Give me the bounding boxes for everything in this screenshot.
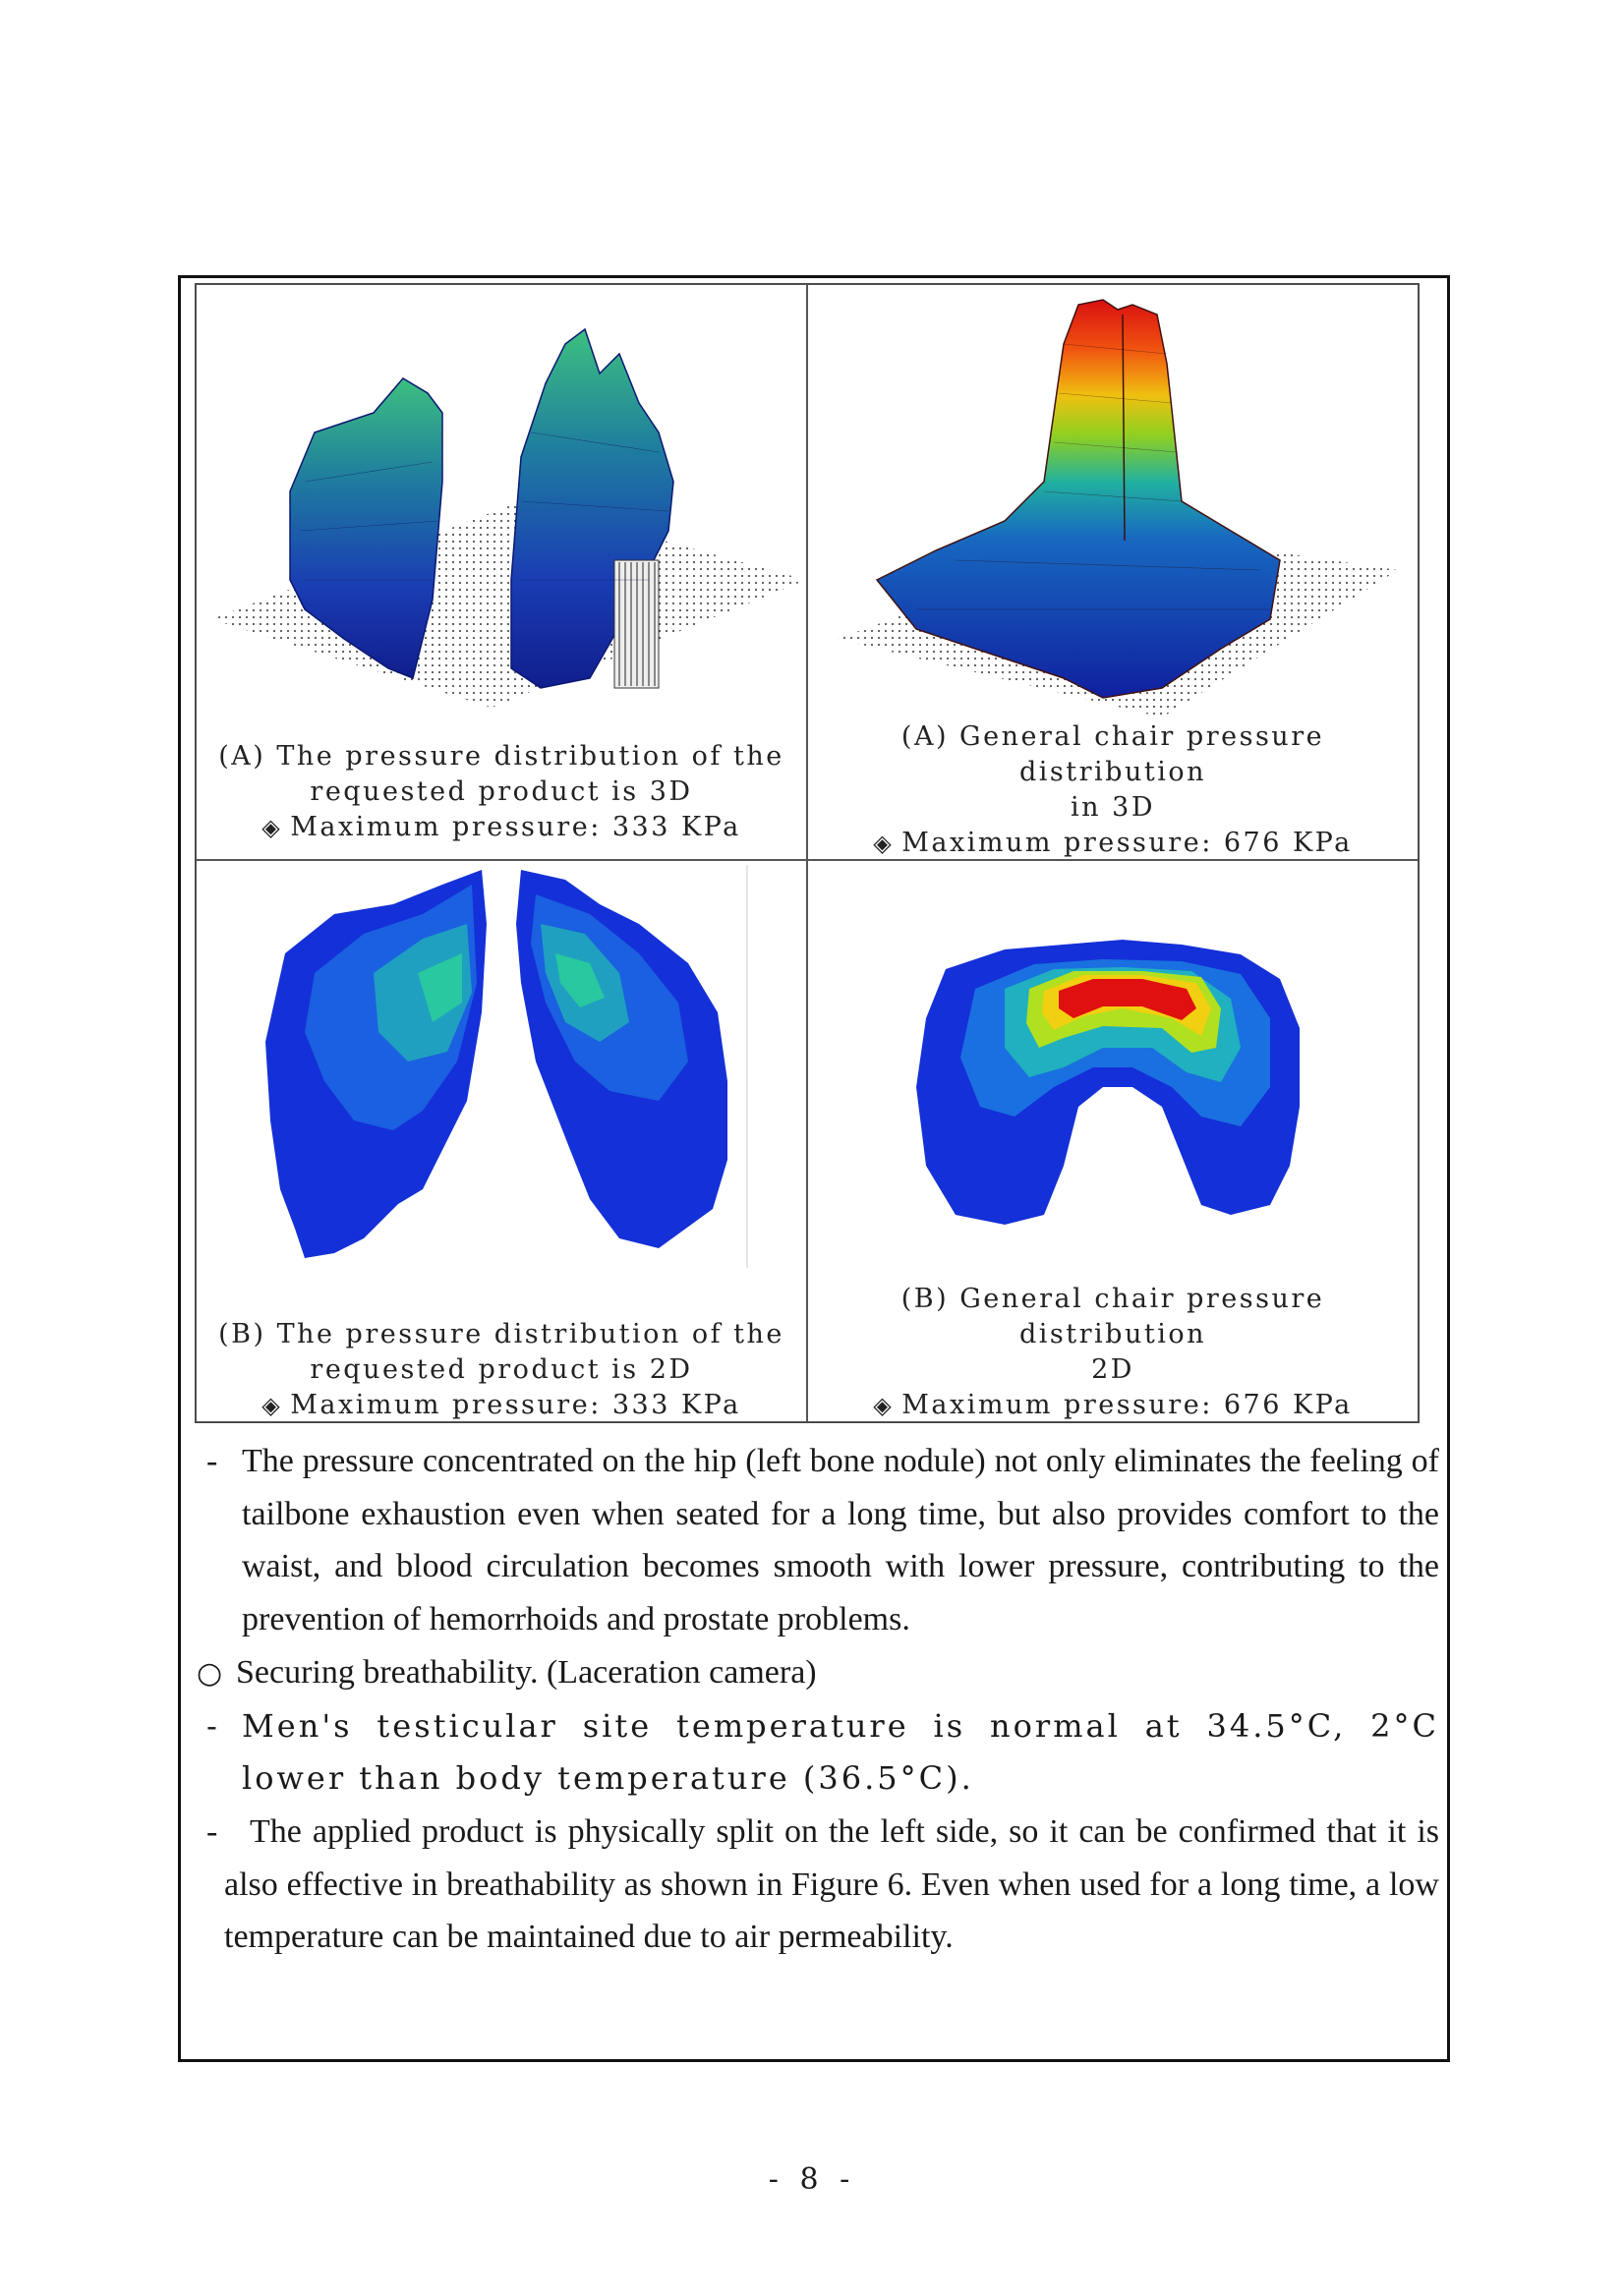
- figure-table: [195, 283, 1420, 1423]
- caption-line-3: [197, 810, 806, 845]
- figure-a-chair-3d: [807, 284, 1419, 860]
- caption-line-3: [808, 826, 1418, 860]
- paragraph-breathability: [197, 1806, 1439, 1964]
- figure-b-chair-2d: [807, 860, 1419, 1422]
- caption-line-2: in 3D: [1071, 792, 1155, 823]
- chair-2d-map-image: [808, 910, 1418, 1244]
- caption-line-3: [808, 1388, 1418, 1422]
- caption-b-product: [197, 1317, 806, 1422]
- max-pressure-label: Maximum pressure: 676 KPa: [901, 828, 1353, 858]
- circle-bullet-icon: ○: [197, 1655, 223, 1691]
- paragraph-text: The applied product is physically split on the left side, so it can be confirmed that it is also effective in breathability as shown in Figure 6. Even when used for a long time, a low temperature can be maintained due to air permeability.: [224, 1812, 1439, 1956]
- caption-line-1: (B) General chair pressure distribution: [900, 1284, 1325, 1349]
- product-2d-map-image: [197, 865, 806, 1278]
- diamond-bullet-icon: ◈: [873, 1392, 895, 1419]
- caption-line-1: (B) The pressure distribution of the: [218, 1319, 784, 1349]
- caption-line-2: requested product is 2D: [310, 1354, 693, 1385]
- diamond-bullet-icon: ◈: [873, 830, 895, 857]
- paragraph-pressure: [197, 1435, 1439, 1646]
- caption-line-1: (A) General chair pressure distribution: [900, 721, 1325, 787]
- paragraph-text: The pressure concentrated on the hip (left bone nodule) not only eliminates the feeling of tailbone exhaustion even when seated for a long time, but also provides comfort to the waist, and blood circulation becomes smooth with lower pressure, contributing to the prevention of hemorrhoids and prostate problems.: [242, 1443, 1439, 1638]
- heading-text: Securing breathability. (Laceration camera): [236, 1653, 817, 1691]
- paragraph-text: Men's testicular site temperature is normal at 34.5°C, 2°C lower than body temperature (36.5°C).: [242, 1706, 1439, 1798]
- chair-3d-plot-image: [808, 285, 1418, 737]
- dash-bullet: -: [206, 1706, 220, 1745]
- diamond-bullet-icon: ◈: [261, 1392, 283, 1419]
- caption-b-chair: [808, 1282, 1418, 1422]
- product-3d-plot-image: [197, 285, 806, 737]
- caption-line-2: requested product is 3D: [310, 776, 693, 807]
- caption-line-1: (A) The pressure distribution of the: [218, 741, 784, 772]
- figure-b-product-2d: [196, 860, 807, 1422]
- diamond-bullet-icon: ◈: [261, 814, 283, 841]
- section-heading: [197, 1646, 1439, 1700]
- caption-a-product: [197, 739, 806, 845]
- body-text: [197, 1435, 1439, 1964]
- caption-line-2: 2D: [1091, 1354, 1134, 1385]
- page-number: - 8 -: [768, 2162, 856, 2197]
- max-pressure-label: Maximum pressure: 333 KPa: [290, 812, 741, 842]
- max-pressure-label: Maximum pressure: 333 KPa: [290, 1390, 741, 1420]
- paragraph-temperature: [197, 1700, 1439, 1806]
- dash-bullet: -: [206, 1443, 218, 1479]
- caption-line-3: [197, 1388, 806, 1422]
- dash-bullet: -: [206, 1812, 218, 1850]
- max-pressure-label: Maximum pressure: 676 KPa: [901, 1390, 1353, 1420]
- caption-a-chair: [808, 719, 1418, 860]
- figure-a-product-3d: [196, 284, 807, 860]
